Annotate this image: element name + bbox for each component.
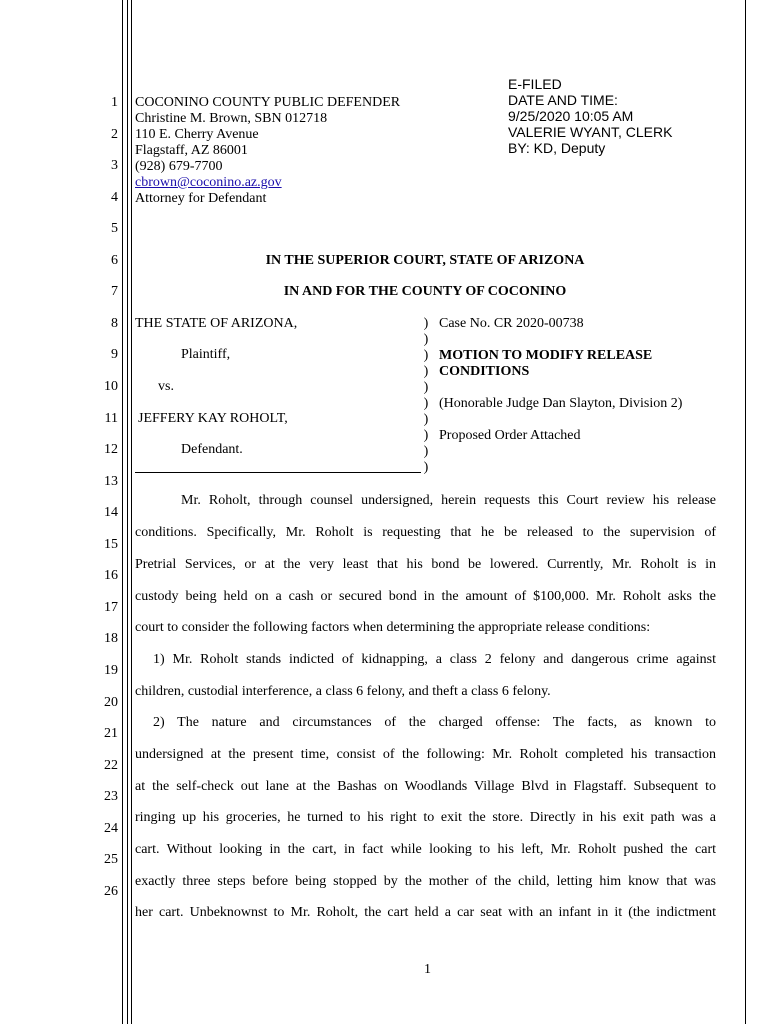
- line-number: 9: [111, 347, 118, 362]
- line-number: 7: [111, 284, 118, 299]
- body-line: undersigned at the present time, consist of the following: Mr. Roholt completed his transaction: [135, 747, 716, 762]
- stamp-line: E-FILED: [508, 76, 562, 92]
- body-line: court to consider the following factors when determining the appropriate release conditions:: [135, 620, 651, 635]
- line-number: 18: [104, 631, 118, 646]
- attorney-phone: (928) 679-7700: [135, 159, 223, 174]
- attorney-email-link[interactable]: cbrown@coconino.az.gov: [135, 175, 282, 190]
- line-number: 10: [104, 379, 118, 394]
- caption-paren: ): [423, 460, 429, 475]
- attorney-address-2: Flagstaff, AZ 86001: [135, 143, 248, 158]
- line-number: 12: [104, 442, 118, 457]
- margin-rule-1: [122, 0, 123, 1024]
- caption-underline: [135, 472, 421, 473]
- line-number: 5: [111, 221, 118, 236]
- margin-rule-right: [745, 0, 746, 1024]
- body-line: cart. Without looking in the cart, in fact while looking to his left, Mr. Roholt pushed the cart: [135, 842, 716, 857]
- case-number: Case No. CR 2020-00738: [439, 316, 584, 331]
- body-line: at the self-check out lane at the Bashas on Woodlands Village Blvd in Flagstaff. Subsequent to: [135, 779, 716, 794]
- body-line: conditions. Specifically, Mr. Roholt is requesting that he be released to the supervision of: [135, 525, 716, 540]
- body-line: 2) The nature and circumstances of the charged offense: The facts, as known to: [153, 715, 716, 730]
- stamp-line: BY: KD, Deputy: [508, 140, 606, 156]
- court-title-line-1: IN THE SUPERIOR COURT, STATE OF ARIZONA: [265, 253, 585, 268]
- line-number: 20: [104, 695, 118, 710]
- line-number: 26: [104, 884, 118, 899]
- motion-title-line-2: CONDITIONS: [439, 364, 530, 379]
- motion-title-line-1: MOTION TO MODIFY RELEASE: [439, 348, 653, 363]
- attorney-block: [135, 95, 400, 207]
- attorney-role: Attorney for Defendant: [135, 191, 267, 206]
- efiled-stamp: [508, 76, 672, 156]
- caption-paren: ): [423, 364, 429, 379]
- caption-paren: ): [423, 348, 429, 363]
- attorney-name: Christine M. Brown, SBN 012718: [135, 111, 328, 126]
- court-title-line-2: IN AND FOR THE COUNTY OF COCONINO: [283, 284, 567, 299]
- attorney-address-1: 110 E. Cherry Avenue: [135, 127, 259, 142]
- line-number: 13: [104, 474, 118, 489]
- caption-paren: ): [423, 428, 429, 443]
- attorney-office: COCONINO COUNTY PUBLIC DEFENDER: [135, 95, 401, 110]
- judge-assignment: (Honorable Judge Dan Slayton, Division 2): [439, 396, 683, 411]
- line-number: 19: [104, 663, 118, 678]
- caption-defendant-role: Defendant.: [181, 442, 243, 457]
- caption-paren: ): [423, 380, 429, 395]
- line-number: 14: [104, 505, 118, 520]
- body-line: children, custodial interference, a class 6 felony, and theft a class 6 felony.: [135, 684, 551, 699]
- line-number: 2: [111, 127, 118, 142]
- line-number: 16: [104, 568, 118, 583]
- body-line: Pretrial Services, or at the very least that his bond be lowered. Currently, Mr. Roholt is in: [135, 557, 716, 572]
- line-number: 15: [104, 537, 118, 552]
- page-number: 1: [424, 962, 431, 977]
- caption-paren: ): [423, 412, 429, 427]
- caption-vs: vs.: [158, 379, 174, 394]
- line-number: 22: [104, 758, 118, 773]
- caption-plaintiff-role: Plaintiff,: [181, 347, 231, 362]
- line-number: 17: [104, 600, 118, 615]
- stamp-line: DATE AND TIME:: [508, 92, 618, 108]
- line-number: 24: [104, 821, 118, 836]
- caption-defendant: JEFFERY KAY ROHOLT,: [138, 411, 288, 426]
- line-number: 8: [111, 316, 118, 331]
- body-line: Mr. Roholt, through counsel undersigned, herein requests this Court review his release: [181, 493, 716, 508]
- line-number: 21: [104, 726, 118, 741]
- margin-rule-2: [127, 0, 128, 1024]
- line-number: 1: [111, 95, 118, 110]
- line-number: 11: [104, 411, 118, 426]
- line-number: 23: [104, 789, 118, 804]
- body-line: custody being held on a cash or secured bond in the amount of $100,000. Mr. Roholt asks the: [135, 589, 716, 604]
- margin-rule-3: [131, 0, 132, 1024]
- line-number: 4: [111, 190, 118, 205]
- body-line: 1) Mr. Roholt stands indicted of kidnapping, a class 2 felony and dangerous crime against: [153, 652, 716, 667]
- line-number: 25: [104, 852, 118, 867]
- proposed-order-note: Proposed Order Attached: [439, 428, 581, 443]
- caption-plaintiff: THE STATE OF ARIZONA,: [135, 316, 298, 331]
- stamp-line: 9/25/2020 10:05 AM: [508, 108, 634, 124]
- caption-paren: ): [423, 332, 429, 347]
- body-line: exactly three steps before being stopped by the mother of the child, letting him know that was: [135, 874, 716, 889]
- line-number: 3: [111, 158, 118, 173]
- line-number: 6: [111, 253, 118, 268]
- caption-paren: ): [423, 316, 429, 331]
- body-line: her cart. Unbeknownst to Mr. Roholt, the cart held a car seat with an infant in it (the indictment: [135, 905, 716, 920]
- caption-paren: ): [423, 444, 429, 459]
- body-line: ringing up his groceries, he turned to his right to exit the store. Directly in his exit path was a: [135, 810, 716, 825]
- caption-paren: ): [423, 396, 429, 411]
- stamp-line: VALERIE WYANT, CLERK: [508, 124, 673, 140]
